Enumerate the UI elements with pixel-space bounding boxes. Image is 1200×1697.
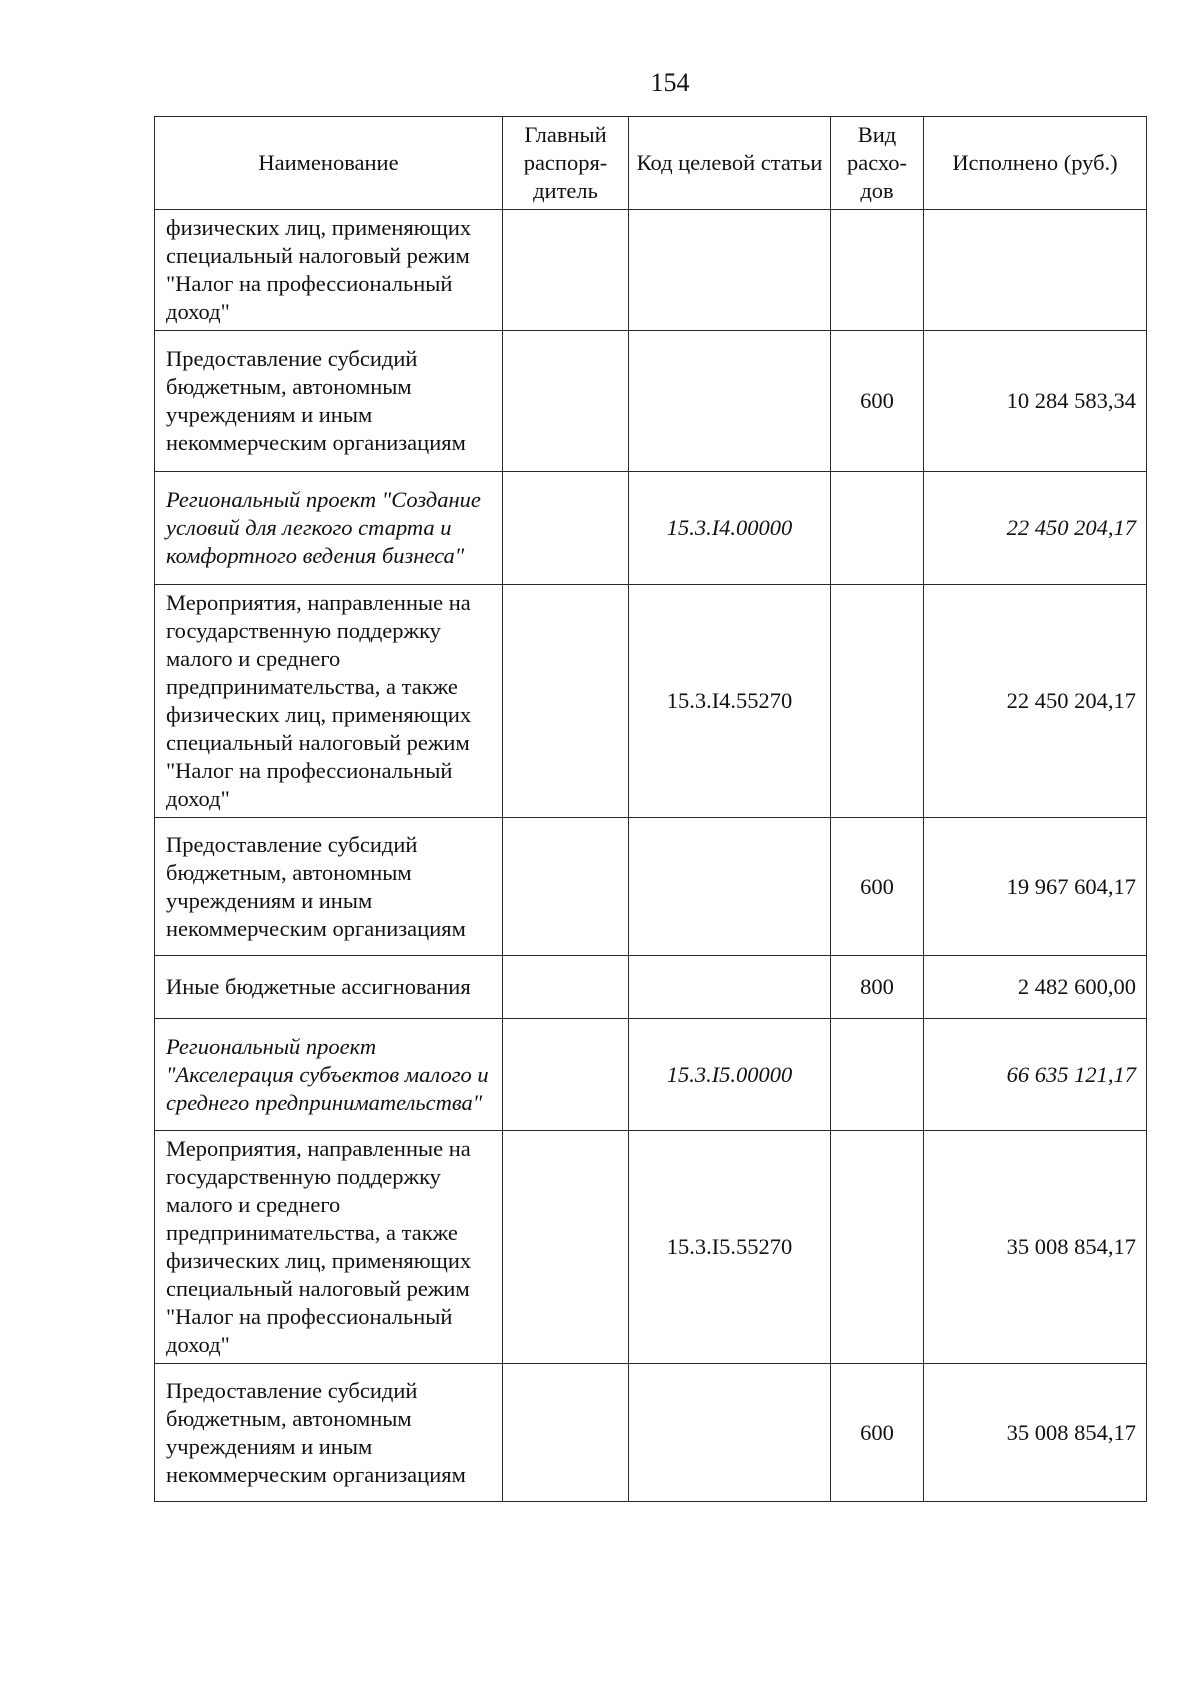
row-amount-cell: 10 284 583,34 (924, 331, 1147, 472)
row-name-cell: Региональный проект "Создание условий для легкого старта и комфортного ведения бизнеса" (155, 472, 503, 585)
row-amount-cell: 35 008 854,17 (924, 1364, 1147, 1502)
row-name-cell: Региональный проект "Акселерация субъектов малого и среднего предпринимательства" (155, 1019, 503, 1131)
row-amount-cell: 66 635 121,17 (924, 1019, 1147, 1131)
table-row (155, 472, 1147, 585)
row-owner-cell (503, 472, 629, 585)
row-name-cell: Мероприятия, направленные на государственную поддержку малого и среднего предпринимательства, а также физических лиц, применяющих специальный налоговый режим "Налог на профессиональный доход" (155, 1131, 503, 1364)
budget-execution-table (154, 116, 1147, 1502)
row-owner-cell (503, 818, 629, 956)
row-code-cell (629, 210, 831, 331)
row-type-cell: 600 (831, 1364, 924, 1502)
header-type: Вид расхо-дов (831, 117, 924, 210)
row-owner-cell (503, 1364, 629, 1502)
row-code-cell: 15.3.I4.55270 (629, 585, 831, 818)
row-type-cell (831, 1131, 924, 1364)
table-row (155, 956, 1147, 1019)
row-amount-cell: 22 450 204,17 (924, 472, 1147, 585)
row-type-cell: 600 (831, 331, 924, 472)
row-owner-cell (503, 210, 629, 331)
row-amount-cell (924, 210, 1147, 331)
row-owner-cell (503, 331, 629, 472)
table-row (155, 818, 1147, 956)
row-type-cell: 600 (831, 818, 924, 956)
table-header-row (155, 117, 1147, 210)
table-row (155, 1131, 1147, 1364)
row-type-cell: 800 (831, 956, 924, 1019)
row-code-cell (629, 331, 831, 472)
row-owner-cell (503, 1131, 629, 1364)
header-amount: Исполнено (руб.) (924, 117, 1147, 210)
header-owner: Главный распоря-дитель (503, 117, 629, 210)
row-type-cell (831, 585, 924, 818)
row-owner-cell (503, 1019, 629, 1131)
table-row (155, 1364, 1147, 1502)
row-name-cell: физических лиц, применяющих специальный налоговый режим "Налог на профессиональный доход" (155, 210, 503, 331)
row-code-cell (629, 956, 831, 1019)
row-code-cell (629, 818, 831, 956)
row-amount-cell: 35 008 854,17 (924, 1131, 1147, 1364)
row-type-cell (831, 1019, 924, 1131)
row-name-cell: Предоставление субсидий бюджетным, автономным учреждениям и иным некоммерческим организациям (155, 1364, 503, 1502)
row-code-cell: 15.3.I4.00000 (629, 472, 831, 585)
table-body (155, 210, 1147, 1502)
row-name-cell: Мероприятия, направленные на государственную поддержку малого и среднего предпринимательства, а также физических лиц, применяющих специальный налоговый режим "Налог на профессиональный доход" (155, 585, 503, 818)
row-name-cell: Иные бюджетные ассигнования (155, 956, 503, 1019)
header-name: Наименование (155, 117, 503, 210)
row-type-cell (831, 472, 924, 585)
header-code: Код целевой статьи (629, 117, 831, 210)
table-row (155, 585, 1147, 818)
row-amount-cell: 19 967 604,17 (924, 818, 1147, 956)
row-code-cell: 15.3.I5.00000 (629, 1019, 831, 1131)
row-name-cell: Предоставление субсидий бюджетным, автономным учреждениям и иным некоммерческим организациям (155, 331, 503, 472)
row-amount-cell: 2 482 600,00 (924, 956, 1147, 1019)
row-type-cell (831, 210, 924, 331)
row-code-cell: 15.3.I5.55270 (629, 1131, 831, 1364)
table-row (155, 331, 1147, 472)
row-owner-cell (503, 585, 629, 818)
table-row (155, 1019, 1147, 1131)
page-number: 154 (650, 68, 690, 97)
table-row (155, 210, 1147, 331)
row-name-cell: Предоставление субсидий бюджетным, автономным учреждениям и иным некоммерческим организациям (155, 818, 503, 956)
row-amount-cell: 22 450 204,17 (924, 585, 1147, 818)
row-owner-cell (503, 956, 629, 1019)
row-code-cell (629, 1364, 831, 1502)
